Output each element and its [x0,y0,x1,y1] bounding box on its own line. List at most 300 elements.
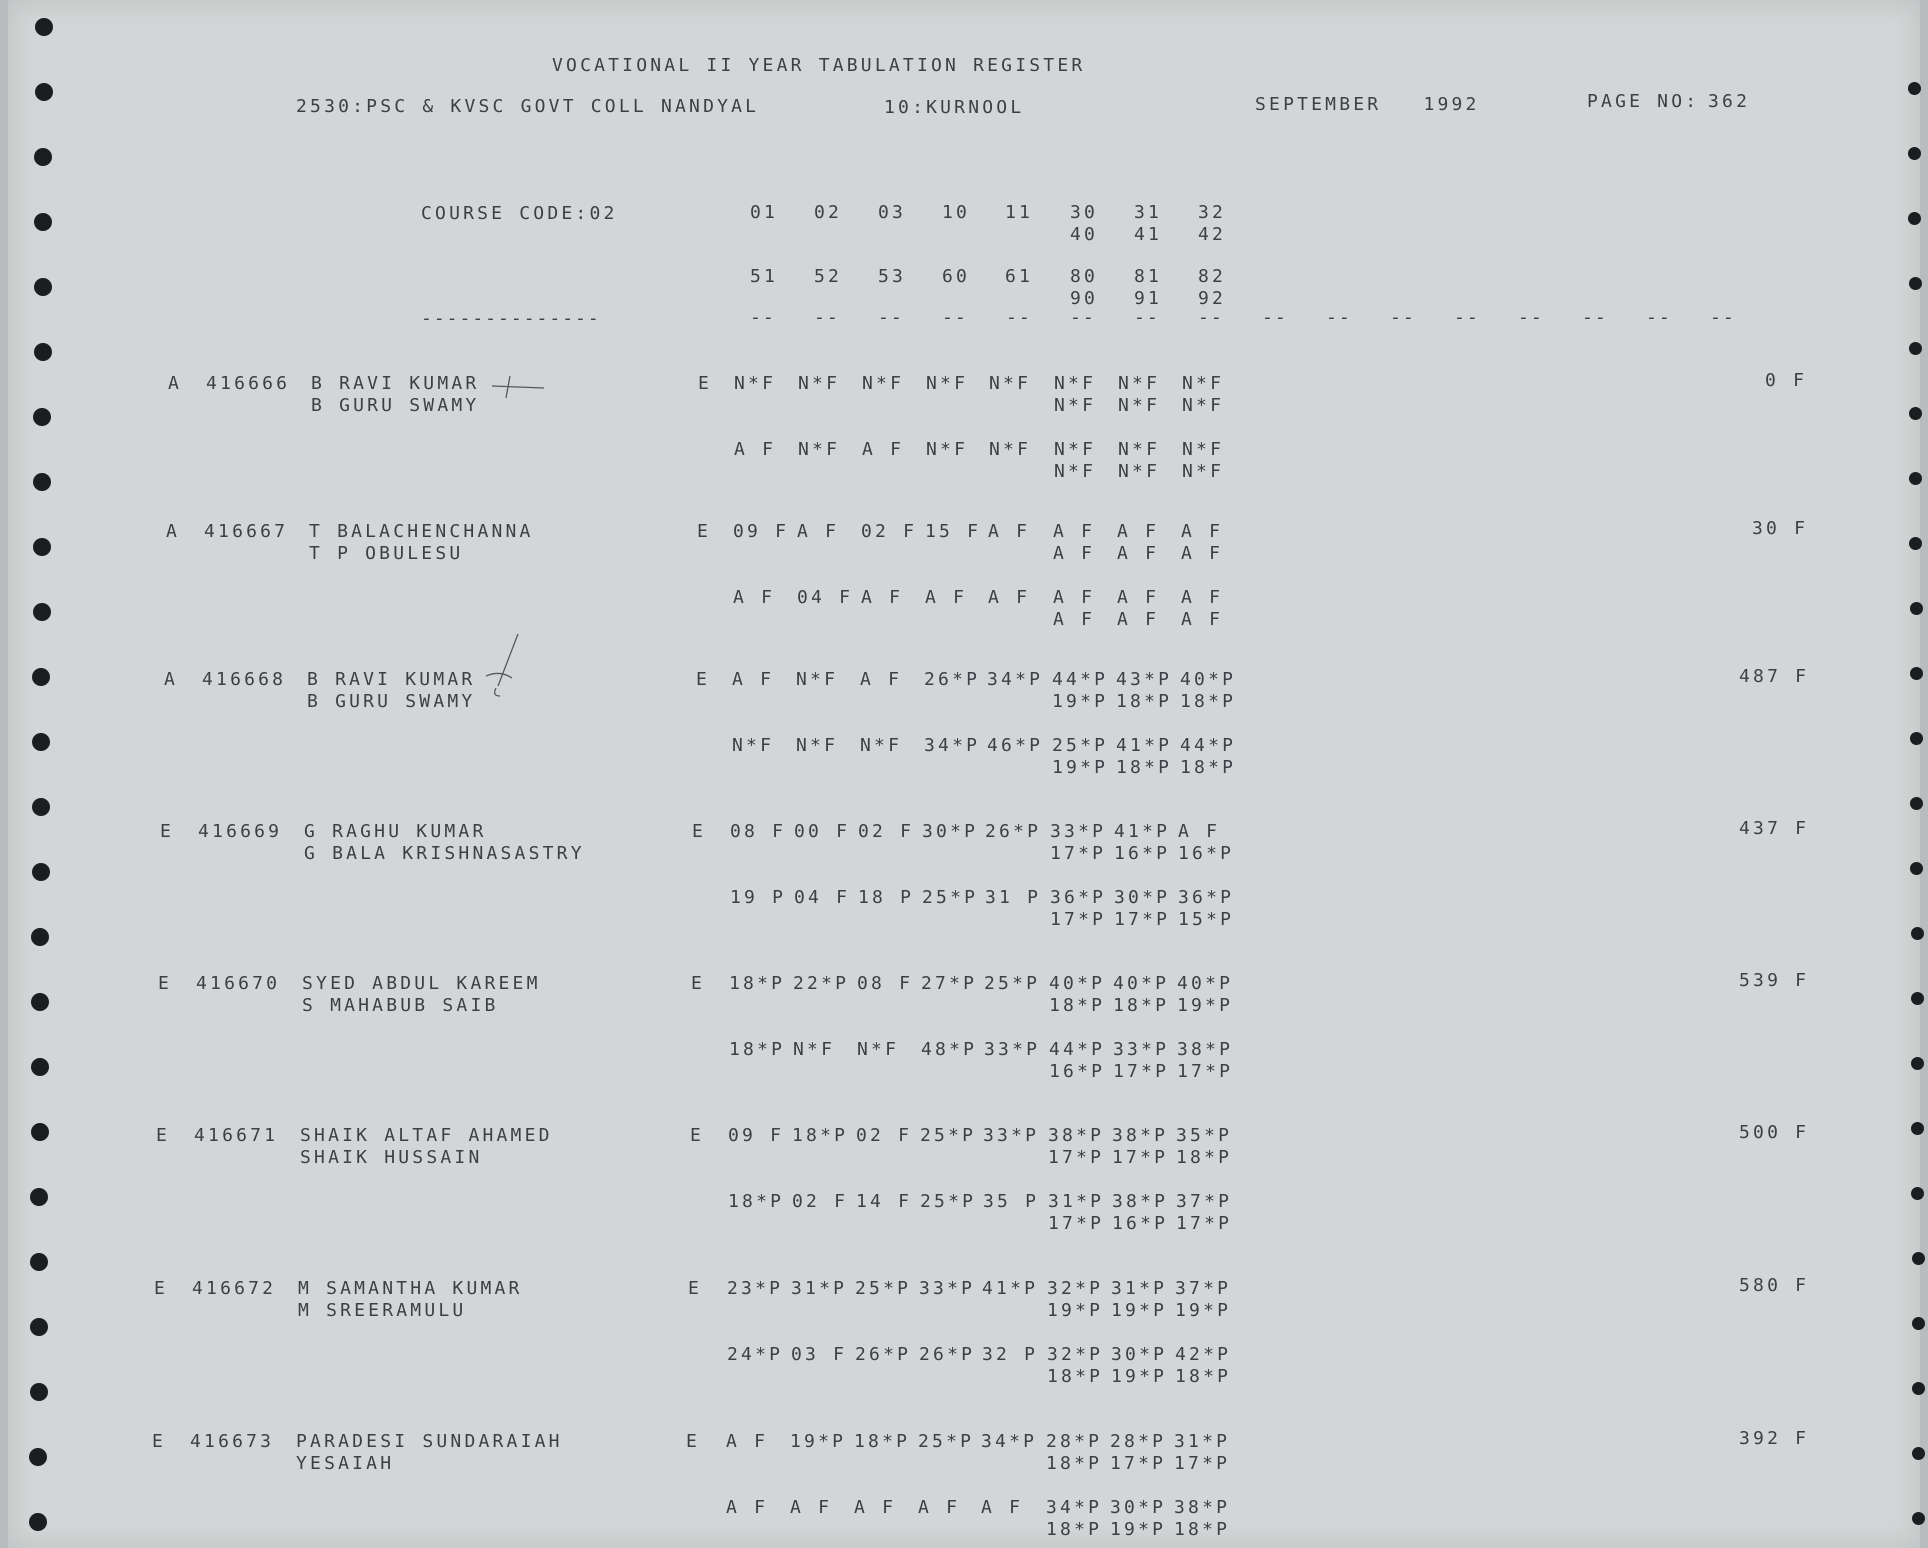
exam-code: E [692,821,707,842]
mark-cell: N*F [1054,373,1097,394]
mark-cell: 26*P [855,1344,912,1365]
student-name: G RAGHU KUMAR [304,821,487,842]
mark-cell: N*F [862,373,905,394]
tractor-hole [33,473,51,491]
tractor-hole [32,863,50,881]
exam-month: SEPTEMBER 1992 [1255,94,1480,115]
father-name: G BALA KRISHNASASTRY [304,843,585,864]
tractor-hole [1911,927,1924,940]
mark-cell: 02 F [861,521,918,542]
header-dash: -- [814,307,840,328]
mark-cell: 15 F [925,521,982,542]
mark-cell: A F [1053,543,1096,564]
student-category: E [158,973,173,994]
mark-cell: 18*P [792,1125,849,1146]
student-name: B RAVI KUMAR [311,373,480,394]
subject-code: 31 [1134,202,1163,223]
subject-code: 41 [1134,224,1163,245]
mark-cell: 17*P [1048,1147,1105,1168]
mark-cell: 18*P [1176,1147,1233,1168]
mark-cell: N*F [1182,395,1225,416]
mark-cell: 40*P [1049,973,1106,994]
tractor-hole [1909,407,1922,420]
mark-cell: 18*P [1049,995,1106,1016]
tractor-hole [29,1448,47,1466]
mark-cell: 42*P [1175,1344,1232,1365]
tractor-hole [1912,1447,1925,1460]
grand-total: 392 F [1739,1428,1810,1449]
mark-cell: A F [1053,587,1096,608]
mark-cell: N*F [1118,461,1161,482]
student-name: SYED ABDUL KAREEM [302,973,541,994]
mark-cell: 02 F [792,1191,849,1212]
roll-number: 416673 [190,1431,275,1452]
tractor-hole [34,148,52,166]
mark-cell: A F [734,439,777,460]
mark-cell: 38*P [1112,1191,1169,1212]
mark-cell: 03 F [791,1344,848,1365]
mark-cell: 35 P [983,1191,1040,1212]
mark-cell: 44*P [1049,1039,1106,1060]
mark-cell: N*F [798,373,841,394]
tractor-hole [35,83,53,101]
student-category: E [154,1278,169,1299]
roll-number: 416667 [204,521,289,542]
tractor-hole [1912,1512,1925,1525]
mark-cell: 30*P [1110,1497,1167,1518]
subject-code: 10 [942,202,971,223]
mark-cell: 18*P [1046,1519,1103,1540]
mark-cell: 25*P [920,1191,977,1212]
mark-cell: 26*P [924,669,981,690]
mark-cell: 19*P [1047,1300,1104,1321]
student-category: E [160,821,175,842]
exam-code: E [698,373,713,394]
mark-cell: 09 F [728,1125,785,1146]
tabulation-sheet [8,0,1920,1548]
tractor-hole [35,18,53,36]
mark-cell: A F [1053,521,1096,542]
mark-cell: 40*P [1177,973,1234,994]
mark-cell: A F [854,1497,897,1518]
mark-cell: 17*P [1048,1213,1105,1234]
district-name: 10:KURNOOL [884,97,1025,118]
subject-code: 42 [1198,224,1227,245]
mark-cell: 15*P [1178,909,1235,930]
student-name: PARADESI SUNDARAIAH [296,1431,563,1452]
mark-cell: 38*P [1048,1125,1105,1146]
student-name: B RAVI KUMAR [307,669,476,690]
mark-cell: A F [726,1497,769,1518]
grand-total: 487 F [1739,666,1810,687]
mark-cell: 19*P [1110,1519,1167,1540]
exam-code: E [686,1431,701,1452]
mark-cell: A F [861,587,904,608]
tractor-hole [1909,537,1922,550]
tractor-hole [30,1383,48,1401]
mark-cell: N*F [1118,395,1161,416]
mark-cell: N*F [989,373,1032,394]
mark-cell: A F [1117,587,1160,608]
exam-code: E [691,973,706,994]
mark-cell: 27*P [921,973,978,994]
subject-code: 61 [1005,266,1034,287]
tractor-hole [30,1318,48,1336]
tractor-hole [1908,212,1921,225]
mark-cell: N*F [1054,395,1097,416]
mark-cell: 32 P [982,1344,1039,1365]
mark-cell: 19*P [1111,1300,1168,1321]
mark-cell: 17*P [1112,1147,1169,1168]
tractor-hole [1912,1317,1925,1330]
mark-cell: 48*P [921,1039,978,1060]
tractor-hole [33,408,51,426]
tractor-hole [1910,732,1923,745]
mark-cell: 33*P [1050,821,1107,842]
subject-code: 80 [1070,266,1099,287]
tractor-hole [33,538,51,556]
header-dash: -- [1262,307,1288,328]
mark-cell: 31*P [791,1278,848,1299]
tractor-hole [1910,667,1923,680]
mark-cell: A F [988,521,1031,542]
mark-cell: 26*P [919,1344,976,1365]
mark-cell: 40*P [1180,669,1237,690]
roll-number: 416672 [192,1278,277,1299]
tractor-hole [1911,1122,1924,1135]
grand-total: 0 F [1765,370,1808,391]
mark-cell: 18*P [1175,1366,1232,1387]
mark-cell: 30*P [922,821,979,842]
subject-code: 60 [942,266,971,287]
mark-cell: 31*P [1174,1431,1231,1452]
subject-code: 02 [814,202,843,223]
mark-cell: 25*P [855,1278,912,1299]
mark-cell: 34*P [981,1431,1038,1452]
tractor-hole [1911,1187,1924,1200]
mark-cell: 26*P [985,821,1042,842]
mark-cell: A F [1117,609,1160,630]
father-name: S MAHABUB SAIB [302,995,499,1016]
college-name: 2530:PSC & KVSC GOVT COLL NANDYAL [296,96,760,117]
mark-cell: 32*P [1047,1278,1104,1299]
mark-cell: 28*P [1110,1431,1167,1452]
mark-cell: 22*P [793,973,850,994]
mark-cell: 17*P [1174,1453,1231,1474]
mark-cell: 08 F [730,821,787,842]
mark-cell: 18 P [858,887,915,908]
mark-cell: 00 F [794,821,851,842]
course-code-label: COURSE CODE:02 [421,203,618,224]
mark-cell: 18*P [1116,691,1173,712]
mark-cell: 33*P [984,1039,1041,1060]
mark-cell: A F [918,1497,961,1518]
mark-cell: N*F [1054,461,1097,482]
mark-cell: 37*P [1175,1278,1232,1299]
mark-cell: 36*P [1050,887,1107,908]
grand-total: 30 F [1752,518,1809,539]
mark-cell: 25*P [1052,735,1109,756]
student-name: SHAIK ALTAF AHAMED [300,1125,553,1146]
mark-cell: 46*P [987,735,1044,756]
exam-code: E [690,1125,705,1146]
mark-cell: 16*P [1178,843,1235,864]
subject-code: 53 [878,266,907,287]
mark-cell: 18*P [1047,1366,1104,1387]
mark-cell: 17*P [1050,843,1107,864]
mark-cell: 19*P [1177,995,1234,1016]
grand-total: 437 F [1739,818,1810,839]
mark-cell: 31*P [1111,1278,1168,1299]
father-name: YESAIAH [296,1453,395,1474]
mark-cell: 35*P [1176,1125,1233,1146]
header-dash: -- [1006,307,1032,328]
mark-cell: A F [790,1497,833,1518]
mark-cell: 09 F [733,521,790,542]
student-category: A [166,521,181,542]
mark-cell: N*F [1182,373,1225,394]
mark-cell: N*F [796,735,839,756]
mark-cell: 38*P [1174,1497,1231,1518]
mark-cell: N*F [796,669,839,690]
mark-cell: 17*P [1110,1453,1167,1474]
tractor-hole [1909,472,1922,485]
mark-cell: N*F [926,439,969,460]
student-name: M SAMANTHA KUMAR [298,1278,523,1299]
mark-cell: 32*P [1047,1344,1104,1365]
tractor-hole [33,603,51,621]
mark-cell: 23*P [727,1278,784,1299]
tractor-hole [31,1123,49,1141]
tractor-hole [1908,147,1921,160]
mark-cell: A F [733,587,776,608]
grand-total: 500 F [1739,1122,1810,1143]
mark-cell: 04 F [797,587,854,608]
tractor-hole [31,928,49,946]
tractor-hole [1911,992,1924,1005]
mark-cell: 17*P [1113,1061,1170,1082]
mark-cell: A F [1178,821,1221,842]
mark-cell: 28*P [1046,1431,1103,1452]
subject-code: 92 [1198,288,1227,309]
father-name: SHAIK HUSSAIN [300,1147,483,1168]
pencil-tick-mark [478,630,528,700]
exam-code: E [697,521,712,542]
subject-code: 82 [1198,266,1227,287]
subject-code: 90 [1070,288,1099,309]
header-dash: -- [1134,307,1160,328]
mark-cell: 44*P [1052,669,1109,690]
mark-cell: 08 F [857,973,914,994]
mark-cell: N*F [1118,373,1161,394]
tractor-hole [1911,1057,1924,1070]
student-category: A [168,373,183,394]
mark-cell: 17*P [1177,1061,1234,1082]
tractor-hole [34,278,52,296]
mark-cell: N*F [734,373,777,394]
tractor-hole [1910,797,1923,810]
mark-cell: 18*P [1113,995,1170,1016]
mark-cell: N*F [860,735,903,756]
student-name: T BALACHENCHANNA [309,521,534,542]
mark-cell: N*F [1118,439,1161,460]
mark-cell: A F [1053,609,1096,630]
subject-code: 32 [1198,202,1227,223]
mark-cell: 33*P [919,1278,976,1299]
mark-cell: A F [862,439,905,460]
tractor-hole [1912,1382,1925,1395]
tractor-hole [32,668,50,686]
mark-cell: N*F [1182,461,1225,482]
mark-cell: A F [1117,543,1160,564]
tractor-hole [31,993,49,1011]
mark-cell: 38*P [1177,1039,1234,1060]
tractor-hole [34,213,52,231]
mark-cell: 33*P [1113,1039,1170,1060]
mark-cell: 40*P [1113,973,1170,994]
mark-cell: 19*P [1052,757,1109,778]
mark-cell: 34*P [924,735,981,756]
mark-cell: 25*P [984,973,1041,994]
roll-number: 416666 [206,373,291,394]
subject-code: 52 [814,266,843,287]
mark-cell: 02 F [856,1125,913,1146]
tractor-hole [32,798,50,816]
header-dash: -- [750,307,776,328]
mark-cell: A F [1181,587,1224,608]
father-name: B GURU SWAMY [307,691,476,712]
mark-cell: 25*P [920,1125,977,1146]
header-dash: -- [1646,307,1672,328]
header-dash: -- [1070,307,1096,328]
tractor-hole [32,733,50,751]
roll-number: 416669 [198,821,283,842]
tractor-hole [1910,862,1923,875]
mark-cell: N*F [989,439,1032,460]
mark-cell: 18*P [1116,757,1173,778]
mark-cell: 16*P [1114,843,1171,864]
mark-cell: 44*P [1180,735,1237,756]
mark-cell: A F [1181,521,1224,542]
mark-cell: 18*P [1174,1519,1231,1540]
mark-cell: 30*P [1111,1344,1168,1365]
subject-code: 30 [1070,202,1099,223]
mark-cell: 37*P [1176,1191,1233,1212]
mark-cell: 02 F [858,821,915,842]
mark-cell: A F [1181,609,1224,630]
mark-cell: 18*P [728,1191,785,1212]
mark-cell: 24*P [727,1344,784,1365]
mark-cell: 19*P [1175,1300,1232,1321]
mark-cell: 19*P [790,1431,847,1452]
header-dash: -- [878,307,904,328]
tractor-hole [1909,277,1922,290]
header-dash: -- [1390,307,1416,328]
mark-cell: 16*P [1112,1213,1169,1234]
register-title: VOCATIONAL II YEAR TABULATION REGISTER [552,55,1086,76]
subject-code: 81 [1134,266,1163,287]
page-number-label: PAGE NO: [1587,91,1700,112]
mark-cell: N*F [732,735,775,756]
mark-cell: 38*P [1112,1125,1169,1146]
tractor-hole [1912,1252,1925,1265]
mark-cell: A F [726,1431,769,1452]
mark-cell: 34*P [987,669,1044,690]
mark-cell: 17*P [1176,1213,1233,1234]
subject-code: 11 [1005,202,1034,223]
mark-cell: A F [1117,521,1160,542]
mark-cell: N*F [798,439,841,460]
course-code-underline: -------------- [421,308,601,329]
mark-cell: 19*P [1111,1366,1168,1387]
mark-cell: A F [797,521,840,542]
father-name: B GURU SWAMY [311,395,480,416]
grand-total: 539 F [1739,970,1810,991]
exam-code: E [696,669,711,690]
mark-cell: 25*P [922,887,979,908]
header-dash: -- [1710,307,1736,328]
mark-cell: 19 P [730,887,787,908]
roll-number: 416671 [194,1125,279,1146]
mark-cell: 18*P [1180,691,1237,712]
mark-cell: 31*P [1048,1191,1105,1212]
mark-cell: N*F [793,1039,836,1060]
mark-cell: 41*P [982,1278,1039,1299]
mark-cell: A F [732,669,775,690]
mark-cell: 18*P [1180,757,1237,778]
father-name: M SREERAMULU [298,1300,467,1321]
subject-code: 91 [1134,288,1163,309]
mark-cell: 41*P [1114,821,1171,842]
mark-cell: A F [1181,543,1224,564]
header-dash: -- [1518,307,1544,328]
mark-cell: 25*P [918,1431,975,1452]
header-dash: -- [942,307,968,328]
tractor-hole [30,1188,48,1206]
mark-cell: 18*P [854,1431,911,1452]
subject-code: 51 [750,266,779,287]
student-category: A [164,669,179,690]
header-dash: -- [1582,307,1608,328]
mark-cell: 41*P [1116,735,1173,756]
tractor-hole [30,1253,48,1271]
mark-cell: N*F [1182,439,1225,460]
header-dash: -- [1326,307,1352,328]
mark-cell: 34*P [1046,1497,1103,1518]
subject-code: 01 [750,202,779,223]
mark-cell: 16*P [1049,1061,1106,1082]
page-number: 362 [1708,91,1751,112]
mark-cell: 31 P [985,887,1042,908]
mark-cell: A F [860,669,903,690]
mark-cell: 33*P [983,1125,1040,1146]
mark-cell: N*F [1054,439,1097,460]
mark-cell: 30*P [1114,887,1171,908]
mark-cell: 17*P [1114,909,1171,930]
mark-cell: N*F [857,1039,900,1060]
grand-total: 580 F [1739,1275,1810,1296]
father-name: T P OBULESU [309,543,464,564]
roll-number: 416670 [196,973,281,994]
tractor-hole [1910,602,1923,615]
subject-code: 40 [1070,224,1099,245]
student-category: E [152,1431,167,1452]
header-dash: -- [1198,307,1224,328]
mark-cell: 18*P [729,973,786,994]
mark-cell: 17*P [1050,909,1107,930]
pencil-tick-mark [488,370,548,400]
mark-cell: 19*P [1052,691,1109,712]
